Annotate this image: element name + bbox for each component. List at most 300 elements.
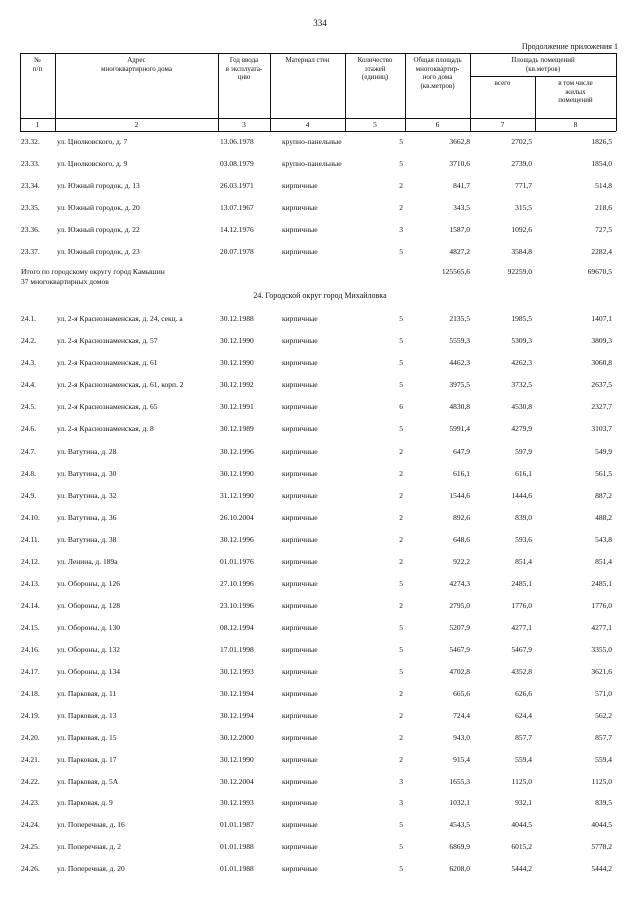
row-number: 24.26. [21, 864, 40, 873]
row-floors: 5 [399, 314, 403, 323]
row-year: 23.10.1996 [220, 601, 254, 610]
row-year: 26.03.1971 [220, 181, 254, 190]
row-year: 13.06.1978 [220, 137, 254, 146]
row-floors: 2 [399, 181, 403, 190]
row-premises-living: 1854,0 [591, 159, 612, 168]
row-floors: 2 [399, 513, 403, 522]
row-material: кирпичные [282, 491, 318, 500]
table-row [0, 777, 640, 789]
table-row [0, 358, 640, 370]
row-number: 24.2. [21, 336, 36, 345]
row-year: 30.12.2000 [220, 733, 254, 742]
row-premises-total: 5309,3 [511, 336, 532, 345]
row-address: ул. Обороны, д. 130 [57, 623, 121, 632]
row-premises-total: 771,7 [515, 181, 532, 190]
row-premises-living: 3809,3 [591, 336, 612, 345]
row-number: 24.11. [21, 535, 40, 544]
row-floors: 2 [399, 557, 403, 566]
row-year: 27.10.1996 [220, 579, 254, 588]
row-year: 20.07.1978 [220, 247, 254, 256]
row-premises-total: 624,4 [515, 711, 532, 720]
row-total-area: 5207,9 [449, 623, 470, 632]
table-row [0, 667, 640, 679]
row-year: 31.12.1990 [220, 491, 254, 500]
table-row [0, 137, 640, 149]
row-floors: 2 [399, 447, 403, 456]
row-year: 30.12.1994 [220, 711, 254, 720]
total-row [0, 267, 640, 279]
row-premises-living: 3621,6 [591, 667, 612, 676]
row-floors: 2 [399, 601, 403, 610]
row-premises-living: 3103,7 [591, 424, 612, 433]
row-premises-living: 1776,0 [591, 601, 612, 610]
row-material: кирпичные [282, 358, 318, 367]
row-number: 24.6. [21, 424, 36, 433]
row-floors: 2 [399, 491, 403, 500]
row-total-area: 943,0 [453, 733, 470, 742]
row-floors: 5 [399, 159, 403, 168]
row-premises-living: 1125,0 [591, 777, 612, 786]
row-premises-living: 5444,2 [591, 864, 612, 873]
row-number: 24.1. [21, 314, 36, 323]
row-address: ул. Парковая, д. 17 [57, 755, 117, 764]
row-premises-living: 851,4 [595, 557, 612, 566]
row-premises-total: 597,9 [515, 447, 532, 456]
row-premises-living: 488,2 [595, 513, 612, 522]
row-total-area: 922,2 [453, 557, 470, 566]
table-row [0, 314, 640, 326]
row-premises-total: 3584,8 [511, 247, 532, 256]
row-floors: 5 [399, 358, 403, 367]
row-number: 24.19. [21, 711, 40, 720]
table-row [0, 623, 640, 635]
row-premises-total: 593,6 [515, 535, 532, 544]
row-floors: 3 [399, 225, 403, 234]
table-row [0, 557, 640, 569]
row-premises-total: 626,6 [515, 689, 532, 698]
row-total-area: 5559,3 [449, 336, 470, 345]
row-material: кирпичные [282, 336, 318, 345]
row-number: 24.12. [21, 557, 40, 566]
row-year: 30.12.2004 [220, 777, 254, 786]
col-index-8: 8 [573, 120, 578, 129]
row-address: ул. Ленина, д. 189а [57, 557, 118, 566]
row-address: ул. Циолковского, д. 9 [57, 159, 128, 168]
row-address: ул. Парковая, д. 9 [57, 798, 113, 807]
table-row [0, 491, 640, 503]
row-premises-total: 857,7 [515, 733, 532, 742]
row-total-area: 3662,8 [449, 137, 470, 146]
row-year: 30.12.1990 [220, 358, 254, 367]
header-premises-area: Площадь помещений (кв.метров) [511, 56, 575, 73]
row-premises-living: 727,5 [595, 225, 612, 234]
row-material: кирпичные [282, 864, 318, 873]
row-floors: 5 [399, 667, 403, 676]
header-total-area: Общая площадь многоквартир- ного дома (кв.метров) [413, 56, 462, 90]
row-address: ул. Циолковского, д. 7 [57, 137, 128, 146]
row-material: кирпичные [282, 469, 318, 478]
row-number: 24.14. [21, 601, 40, 610]
row-premises-total: 616,1 [515, 469, 532, 478]
row-floors: 2 [399, 755, 403, 764]
row-premises-total: 4530,8 [511, 402, 532, 411]
row-year: 30.12.1990 [220, 336, 254, 345]
row-floors: 5 [399, 247, 403, 256]
row-premises-living: 561,5 [595, 469, 612, 478]
row-premises-total: 839,0 [515, 513, 532, 522]
col-index-7: 7 [500, 120, 505, 129]
row-total-area: 648,6 [453, 535, 470, 544]
row-premises-living: 571,0 [595, 689, 612, 698]
row-address: ул. Парковая, д. 15 [57, 733, 117, 742]
row-year: 30.12.1993 [220, 667, 254, 676]
row-number: 24.7. [21, 447, 36, 456]
header-address: Адрес многоквартирного дома [101, 56, 172, 73]
row-total-area: 4543,5 [449, 820, 470, 829]
row-material: кирпичные [282, 820, 318, 829]
table-row [0, 159, 640, 171]
row-material: кирпичные [282, 247, 318, 256]
row-premises-total: 1125,0 [511, 777, 532, 786]
row-year: 14.12.1976 [220, 225, 254, 234]
row-premises-total: 1092,6 [511, 225, 532, 234]
row-total-area: 343,5 [453, 203, 470, 212]
table-row [0, 755, 640, 767]
row-total-area: 6869,9 [449, 842, 470, 851]
row-floors: 3 [399, 798, 403, 807]
row-address: ул. Поперечная, д. 16 [57, 820, 125, 829]
row-total-area: 2135,5 [449, 314, 470, 323]
col-index-4: 4 [305, 120, 310, 129]
total-line-1: Итого по городскому округу город Камышин [21, 267, 165, 276]
row-year: 13.07.1967 [220, 203, 254, 212]
row-address: ул. 2-я Краснознаменская, д. 8 [57, 424, 154, 433]
row-number: 24.10. [21, 513, 40, 522]
row-year: 30.12.1996 [220, 447, 254, 456]
row-floors: 5 [399, 623, 403, 632]
row-number: 23.36. [21, 225, 40, 234]
table-row [0, 864, 640, 876]
table-row [0, 225, 640, 237]
row-number: 24.17. [21, 667, 40, 676]
row-number: 24.16. [21, 645, 40, 654]
row-year: 30.12.1989 [220, 424, 254, 433]
table-row [0, 535, 640, 547]
row-floors: 2 [399, 469, 403, 478]
row-year: 01.01.1987 [220, 820, 254, 829]
total-line-2: 37 многоквартирных домов [21, 276, 109, 286]
row-material: кирпичные [282, 645, 318, 654]
row-total-area: 647,9 [453, 447, 470, 456]
row-address: ул. Обороны, д. 126 [57, 579, 121, 588]
table-row [0, 820, 640, 832]
row-year: 08.12.1994 [220, 623, 254, 632]
row-floors: 2 [399, 711, 403, 720]
row-premises-living: 3060,8 [591, 358, 612, 367]
row-total-area: 724,4 [453, 711, 470, 720]
row-material: кирпичные [282, 181, 318, 190]
row-premises-total: 1776,0 [511, 601, 532, 610]
row-floors: 5 [399, 864, 403, 873]
row-floors: 5 [399, 424, 403, 433]
row-premises-living: 1407,1 [591, 314, 612, 323]
row-floors: 5 [399, 842, 403, 851]
row-floors: 2 [399, 535, 403, 544]
row-floors: 2 [399, 733, 403, 742]
row-material: кирпичные [282, 711, 318, 720]
row-address: ул. Парковая, д. 5А [57, 777, 119, 786]
row-premises-total: 851,4 [515, 557, 532, 566]
row-premises-total: 1444,6 [511, 491, 532, 500]
row-material: крупно-панельные [282, 159, 342, 168]
row-material: кирпичные [282, 402, 318, 411]
table-row [0, 402, 640, 414]
table-row [0, 798, 640, 810]
table-row [0, 380, 640, 392]
row-address: ул. Южный городок, д. 20 [57, 203, 140, 212]
row-premises-total: 559,4 [515, 755, 532, 764]
row-address: ул. Парковая, д. 11 [57, 689, 117, 698]
table-row [0, 645, 640, 657]
row-number: 23.33. [21, 159, 40, 168]
table-row [0, 842, 640, 854]
row-floors: 2 [399, 203, 403, 212]
row-year: 30.12.1993 [220, 798, 254, 807]
row-total-area: 6208,0 [449, 864, 470, 873]
row-premises-total: 2702,5 [511, 137, 532, 146]
row-address: ул. Ватутина, д. 38 [57, 535, 117, 544]
row-year: 03.08.1979 [220, 159, 254, 168]
row-premises-living: 857,7 [595, 733, 612, 742]
row-total-area: 1544,6 [449, 491, 470, 500]
row-total-area: 2795,0 [449, 601, 470, 610]
row-premises-total: 5444,2 [511, 864, 532, 873]
table-row [0, 447, 640, 459]
total-area: 125565,6 [441, 267, 470, 276]
row-material: кирпичные [282, 557, 318, 566]
row-material: кирпичные [282, 733, 318, 742]
row-premises-total: 1985,5 [511, 314, 532, 323]
row-address: ул. Ватутина, д. 32 [57, 491, 117, 500]
row-material: кирпичные [282, 424, 318, 433]
row-premises-total: 932,1 [515, 798, 532, 807]
row-number: 24.25. [21, 842, 40, 851]
row-premises-living: 887,2 [595, 491, 612, 500]
row-material: крупно-панельные [282, 137, 342, 146]
row-address: ул. 2-я Краснознаменская, д. 65 [57, 402, 158, 411]
row-address: ул. 2-я Краснознаменская, д. 57 [57, 336, 158, 345]
row-material: кирпичные [282, 447, 318, 456]
row-premises-living: 4277,1 [591, 623, 612, 632]
header-number: № п/п [32, 56, 43, 73]
table-row [0, 247, 640, 259]
row-premises-living: 514,8 [595, 181, 612, 190]
row-material: кирпичные [282, 579, 318, 588]
row-premises-total: 4277,1 [511, 623, 532, 632]
row-total-area: 4462,3 [449, 358, 470, 367]
row-year: 01.01.1988 [220, 864, 254, 873]
row-address: ул. Поперечная, д. 20 [57, 864, 125, 873]
row-total-area: 4830,8 [449, 402, 470, 411]
row-material: кирпичные [282, 314, 318, 323]
row-total-area: 4274,3 [449, 579, 470, 588]
header-premises-total: всего [494, 79, 511, 87]
row-address: ул. 2-я Краснознаменская, д. 24, секц. а [57, 314, 183, 323]
row-address: ул. Обороны, д. 132 [57, 645, 121, 654]
row-number: 24.24. [21, 820, 40, 829]
table-row [0, 336, 640, 348]
row-floors: 5 [399, 820, 403, 829]
row-premises-living: 2637,5 [591, 380, 612, 389]
row-material: кирпичные [282, 842, 318, 851]
row-total-area: 4827,2 [449, 247, 470, 256]
row-material: кирпичные [282, 798, 318, 807]
row-total-area: 5467,9 [449, 645, 470, 654]
total-premises-living: 69670,5 [587, 267, 612, 276]
col-index-2: 2 [134, 120, 139, 129]
header-premises-living: в том числе жилых помещений [558, 79, 593, 104]
table-row [0, 733, 640, 745]
col-index-5: 5 [373, 120, 377, 129]
table-row [0, 711, 640, 723]
row-number: 24.4. [21, 380, 36, 389]
row-total-area: 1587,0 [449, 225, 470, 234]
row-premises-total: 4262,3 [511, 358, 532, 367]
row-material: кирпичные [282, 755, 318, 764]
table-row [0, 203, 640, 215]
row-material: кирпичные [282, 225, 318, 234]
header-material: Материал стен [285, 56, 330, 64]
row-material: кирпичные [282, 689, 318, 698]
row-floors: 5 [399, 336, 403, 345]
row-premises-living: 3355,0 [591, 645, 612, 654]
row-premises-living: 839,5 [595, 798, 612, 807]
row-year: 30.12.1996 [220, 535, 254, 544]
row-number: 24.20. [21, 733, 40, 742]
row-number: 24.21. [21, 755, 40, 764]
row-address: ул. Парковая, д. 13 [57, 711, 117, 720]
row-premises-total: 2485,1 [511, 579, 532, 588]
row-floors: 5 [399, 380, 403, 389]
row-premises-living: 543,8 [595, 535, 612, 544]
header-year: Год ввода в эксплуата- цию [225, 56, 263, 81]
row-premises-living: 1826,5 [591, 137, 612, 146]
row-number: 24.15. [21, 623, 40, 632]
row-total-area: 1032,1 [449, 798, 470, 807]
row-year: 26.10.2004 [220, 513, 254, 522]
row-number: 24.13. [21, 579, 40, 588]
row-year: 30.12.1991 [220, 402, 254, 411]
col-index-1: 1 [35, 120, 40, 129]
row-material: кирпичные [282, 601, 318, 610]
row-year: 30.12.1988 [220, 314, 254, 323]
row-premises-total: 5467,9 [511, 645, 532, 654]
row-total-area: 5991,4 [449, 424, 470, 433]
row-year: 01.01.1988 [220, 842, 254, 851]
row-year: 30.12.1994 [220, 689, 254, 698]
col-index-3: 3 [242, 120, 246, 129]
row-floors: 5 [399, 579, 403, 588]
row-address: ул. Южный городок, д. 13 [57, 181, 140, 190]
row-premises-total: 2739,0 [511, 159, 532, 168]
row-number: 23.34. [21, 181, 40, 190]
row-year: 30.12.1990 [220, 469, 254, 478]
row-address: ул. Южный городок, д. 23 [57, 247, 140, 256]
row-premises-living: 4044,5 [591, 820, 612, 829]
page-number: 334 [313, 18, 327, 28]
row-total-area: 665,6 [453, 689, 470, 698]
row-premises-total: 3732,5 [511, 380, 532, 389]
row-premises-total: 4279,9 [511, 424, 532, 433]
col-index-6: 6 [435, 120, 440, 129]
row-material: кирпичные [282, 513, 318, 522]
row-number: 24.18. [21, 689, 40, 698]
row-number: 24.8. [21, 469, 36, 478]
table-row [0, 513, 640, 525]
row-floors: 5 [399, 645, 403, 654]
table-row [0, 601, 640, 613]
row-total-area: 841,7 [453, 181, 470, 190]
row-address: ул. Ватутина, д. 28 [57, 447, 117, 456]
row-number: 24.22. [21, 777, 40, 786]
row-material: кирпичные [282, 777, 318, 786]
continuation-note: Продолжение приложения 1 [521, 42, 618, 51]
row-number: 23.35. [21, 203, 40, 212]
row-number: 24.9. [21, 491, 36, 500]
row-year: 17.01.1998 [220, 645, 254, 654]
row-address: ул. Обороны, д. 128 [57, 601, 121, 610]
table-row [0, 424, 640, 436]
row-year: 30.12.1990 [220, 755, 254, 764]
row-premises-living: 2282,4 [591, 247, 612, 256]
row-total-area: 3710,6 [449, 159, 470, 168]
row-total-area: 616,1 [453, 469, 470, 478]
row-number: 24.5. [21, 402, 36, 411]
row-premises-living: 549,9 [595, 447, 612, 456]
row-number: 23.32. [21, 137, 40, 146]
row-premises-total: 6015,2 [511, 842, 532, 851]
row-address: ул. 2-я Краснознаменская, д. 61, корп. 2 [57, 380, 184, 389]
row-premises-living: 5778,2 [591, 842, 612, 851]
table-row [0, 689, 640, 701]
row-premises-living: 2485,1 [591, 579, 612, 588]
row-premises-total: 4352,8 [511, 667, 532, 676]
row-address: ул. Южный городок, д. 22 [57, 225, 140, 234]
row-premises-total: 315,5 [515, 203, 532, 212]
row-premises-living: 2327,7 [591, 402, 612, 411]
section-title: 24. Городской округ город Михайловка [253, 291, 387, 300]
row-material: кирпичные [282, 380, 318, 389]
row-address: ул. Обороны, д. 134 [57, 667, 121, 676]
row-material: кирпичные [282, 667, 318, 676]
row-total-area: 1655,3 [449, 777, 470, 786]
row-floors: 3 [399, 777, 403, 786]
row-material: кирпичные [282, 203, 318, 212]
row-number: 24.23. [21, 798, 40, 807]
row-material: кирпичные [282, 623, 318, 632]
row-address: ул. Ватутина, д. 36 [57, 513, 117, 522]
row-floors: 5 [399, 137, 403, 146]
row-address: ул. Ватутина, д. 30 [57, 469, 117, 478]
row-premises-living: 562,2 [595, 711, 612, 720]
table-row [0, 579, 640, 591]
table-row [0, 469, 640, 481]
row-total-area: 4702,8 [449, 667, 470, 676]
row-floors: 6 [399, 402, 403, 411]
row-number: 24.3. [21, 358, 36, 367]
row-year: 01.01.1976 [220, 557, 254, 566]
row-address: ул. 2-я Краснознаменская, д. 61 [57, 358, 158, 367]
